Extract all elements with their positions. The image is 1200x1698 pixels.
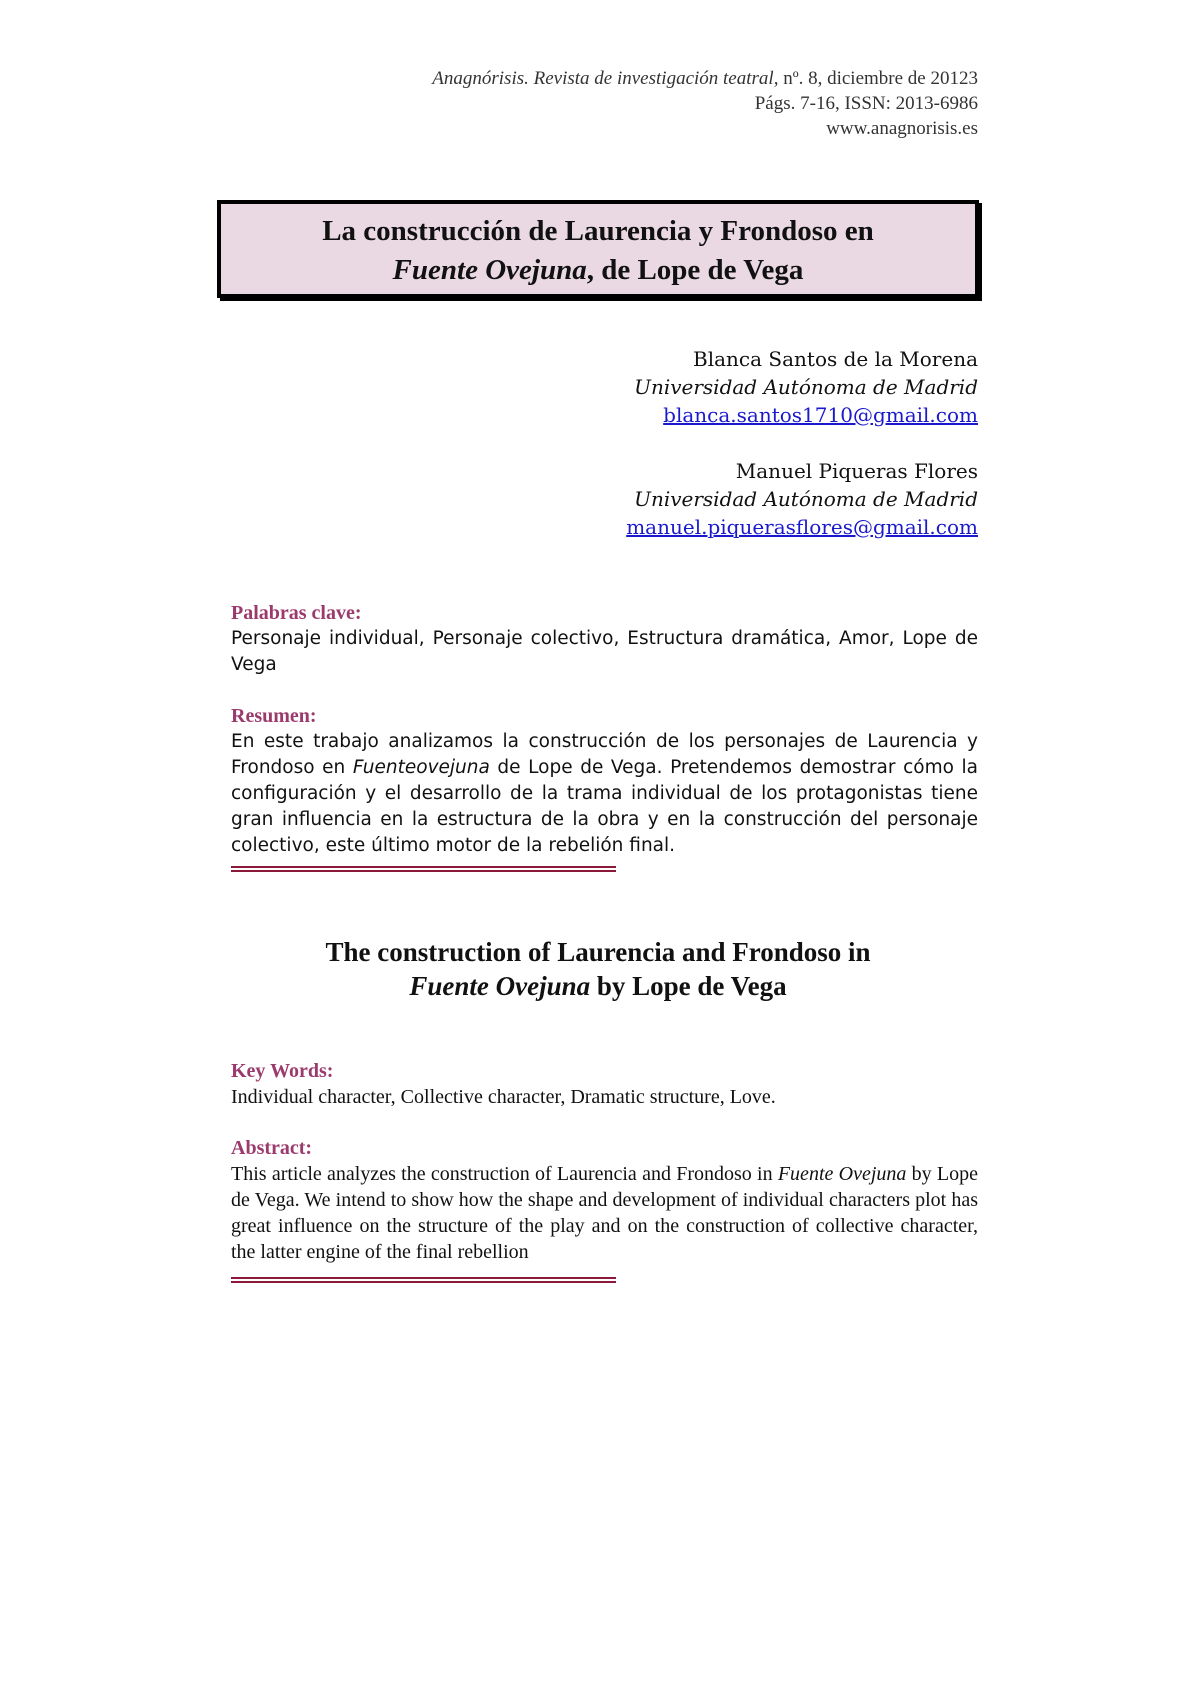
english-title-line2 bbox=[217, 969, 979, 1003]
keywords-en bbox=[231, 1058, 978, 1110]
journal-issue: , nº. 8, diciembre de 20123 bbox=[773, 68, 978, 89]
spanish-title-box bbox=[217, 200, 979, 298]
abstract-es-work: Fuenteovejuna bbox=[352, 757, 490, 778]
abstract-es-text-1: En este trabajo analizamos la construcción de los personajes de Laurencia y Frondoso en bbox=[231, 731, 978, 778]
abstract-en bbox=[231, 1135, 978, 1265]
author-name: Blanca Santos de la Morena bbox=[693, 347, 978, 371]
keywords-es-label: Palabras clave: bbox=[231, 602, 362, 624]
keywords-es-text: Personaje individual, Personaje colectivo, Estructura dramática, Amor, Lope de Vega bbox=[231, 628, 978, 675]
spanish-title-work: Fuente Ovejuna bbox=[392, 254, 587, 286]
section-divider bbox=[231, 1277, 616, 1283]
section-divider bbox=[231, 866, 616, 872]
author-block bbox=[626, 457, 978, 541]
author-affiliation: Universidad Autónoma de Madrid bbox=[634, 487, 978, 511]
journal-website: www.anagnorisis.es bbox=[826, 118, 978, 139]
english-title-line1: The construction of Laurencia and Frondoso in bbox=[325, 937, 871, 967]
author-affiliation: Universidad Autónoma de Madrid bbox=[634, 375, 978, 399]
abstract-en-text-2: by Lope de Vega. We intend to show how the shape and development of individual characters plot has great influence on the structure of the play and on the construction of collective character, the latter engine of the final rebellion bbox=[231, 1163, 978, 1263]
abstract-es bbox=[231, 703, 978, 859]
english-title-work: Fuente Ovejuna bbox=[409, 971, 591, 1001]
authors bbox=[626, 345, 978, 569]
author-name: Manuel Piqueras Flores bbox=[735, 459, 978, 483]
journal-pages-issn: Págs. 7-16, ISSN: 2013-6986 bbox=[754, 93, 978, 114]
abstract-en-text-1: This article analyzes the construction of Laurencia and Frondoso in bbox=[231, 1163, 778, 1185]
keywords-es bbox=[231, 600, 978, 678]
abstract-es-text-2: de Lope de Vega. Pretendemos demostrar cómo la configuración y el desarrollo de la trama individual de los protagonistas tiene gran influencia en la estructura de la obra y en la construcción del personaje colectivo, este último motor de la rebelión final. bbox=[231, 757, 978, 856]
author-block bbox=[626, 345, 978, 429]
english-title-rest: by Lope de Vega bbox=[590, 971, 787, 1001]
english-title bbox=[217, 935, 979, 1003]
journal-citation bbox=[432, 66, 978, 91]
keywords-en-label: Key Words: bbox=[231, 1060, 334, 1082]
spanish-title-rest: , de Lope de Vega bbox=[586, 254, 804, 286]
journal-header bbox=[432, 66, 978, 141]
author-email-link[interactable]: manuel.piquerasflores@gmail.com bbox=[626, 515, 978, 539]
abstract-en-work: Fuente Ovejuna bbox=[777, 1163, 907, 1185]
author-email-link[interactable]: blanca.santos1710@gmail.com bbox=[663, 403, 978, 427]
abstract-es-label: Resumen: bbox=[231, 705, 317, 727]
abstract-en-label: Abstract: bbox=[231, 1137, 313, 1159]
spanish-title-line1: La construcción de Laurencia y Frondoso en bbox=[322, 215, 874, 247]
journal-name: Anagnórisis. Revista de investigación teatral bbox=[432, 68, 774, 89]
spanish-title-line2 bbox=[221, 251, 975, 290]
keywords-en-text: Individual character, Collective character, Dramatic structure, Love. bbox=[231, 1086, 776, 1108]
